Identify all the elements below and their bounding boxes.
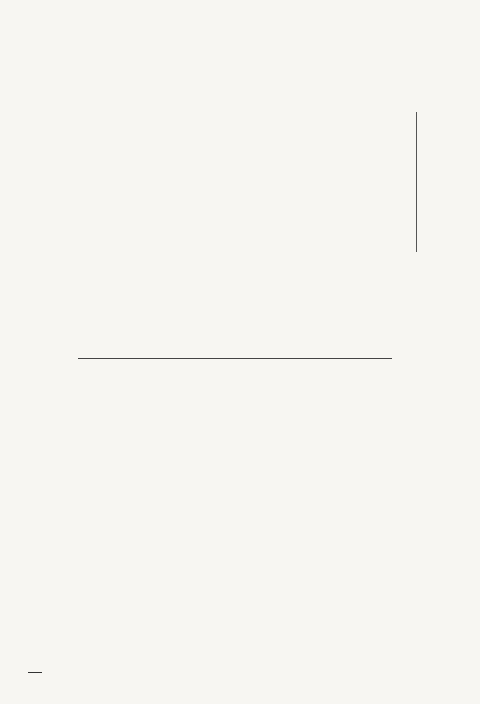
page-number-mark <box>28 672 42 673</box>
title-rule <box>416 112 417 252</box>
section-divider <box>78 358 392 359</box>
